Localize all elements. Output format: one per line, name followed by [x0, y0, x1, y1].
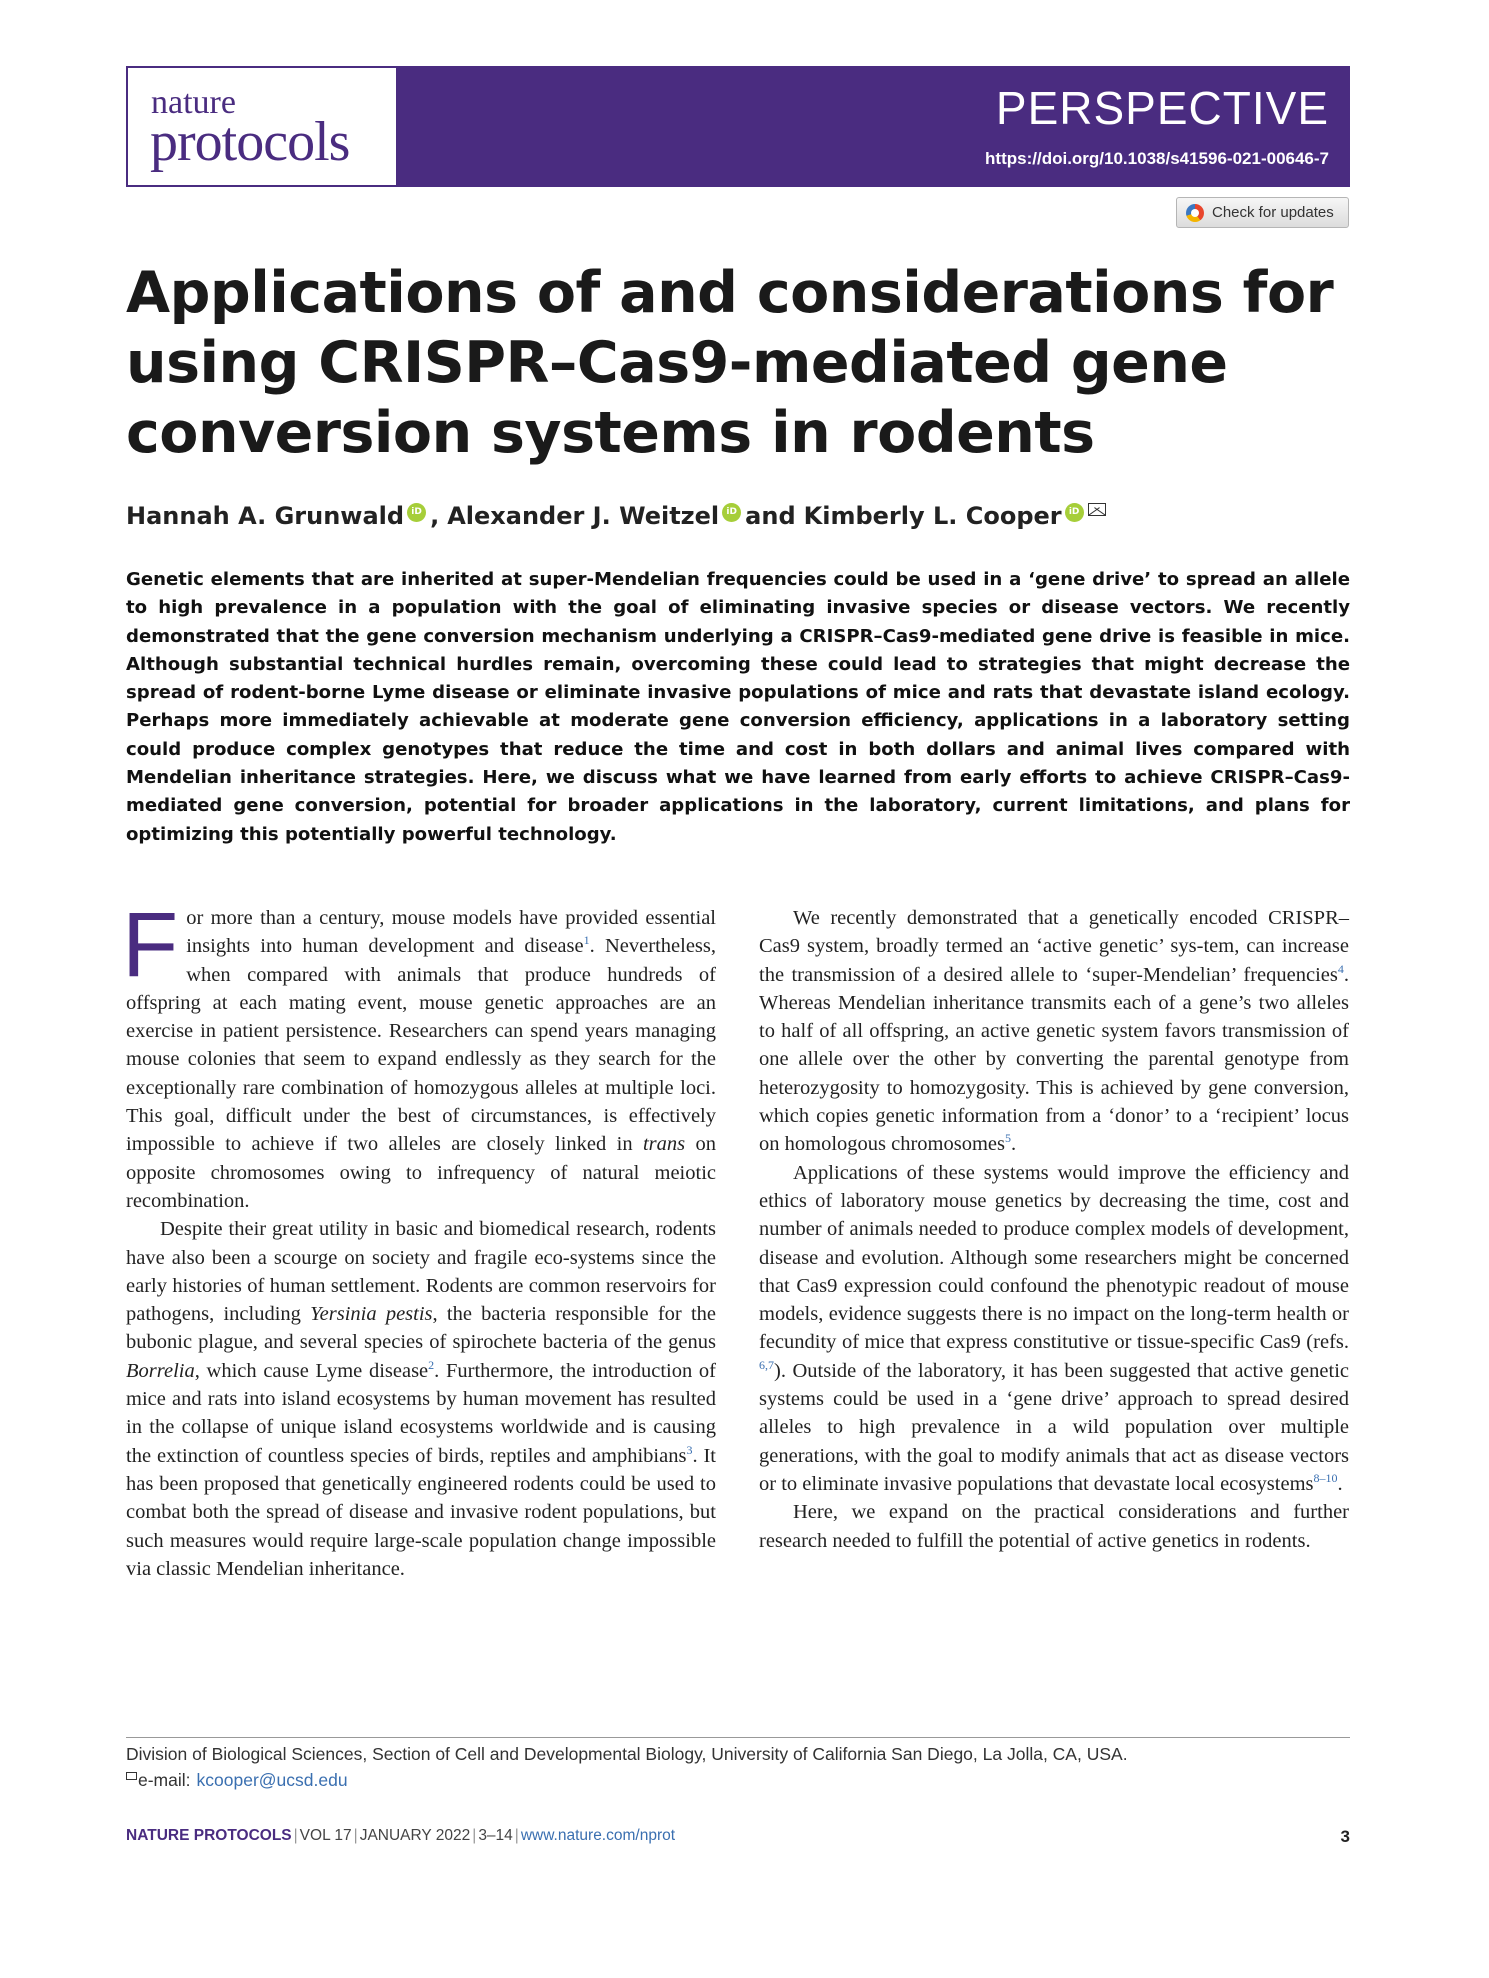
- text-run: , the bacteria responsible for the bubonic plague, and several species of spirochete bacteria of the genus: [126, 1303, 716, 1354]
- author-list: [126, 502, 1106, 530]
- footer-pages: 3–14: [478, 1827, 513, 1844]
- article-type-label: PERSPECTIVE: [995, 82, 1329, 134]
- italic-term: Yersinia pestis: [310, 1303, 433, 1326]
- logo-nature-text: nature: [151, 84, 236, 121]
- footnote-divider: [126, 1737, 1350, 1738]
- body-column-right: [759, 904, 1349, 1555]
- journal-logo[interactable]: [127, 67, 397, 186]
- citation-ref[interactable]: 1: [583, 933, 590, 948]
- text-run: Despite their great utility in basic and biomedical research, rodents have also been a scourge on society and fragile eco-systems since the early histories of human settlement. Rodents are common reservoirs for pathogens, including: [126, 1218, 716, 1326]
- email-label: e-mail:: [138, 1770, 191, 1790]
- footer-divider: |: [293, 1827, 298, 1844]
- author-name[interactable]: Kimberly L. Cooper: [803, 502, 1062, 530]
- check-for-updates-button[interactable]: [1176, 197, 1349, 228]
- body-paragraph: Here, we expand on the practical considerations and further research needed to fulfill the potential of active genetics in rodents.: [759, 1501, 1349, 1552]
- author-name[interactable]: Alexander J. Weitzel: [447, 502, 720, 530]
- text-run: . Nevertheless, when compared with animals that produce hundreds of offspring at each mating event, mouse genetic approaches are an exercise in patient persistence. Researchers can spend years managing mouse colonies that seem to expand endlessly as they search for the exceptionally rare combination of homozygous alleles at multiple loci. This goal, difficult under the best of circumstances, is effectively impossible to achieve if two alleles are closely linked in: [126, 935, 716, 1156]
- page-number: 3: [1340, 1827, 1350, 1846]
- italic-term: Borrelia: [126, 1359, 195, 1382]
- italic-term: trans: [642, 1133, 686, 1156]
- text-run: We recently demonstrated that a genetically encoded CRISPR–Cas9 system, broadly termed an ‘active genetic’ sys-tem, can increase the transmission of a desired allele to ‘super-Mendelian’ frequencies: [759, 907, 1349, 986]
- author-name[interactable]: Hannah A. Grunwald: [126, 502, 405, 530]
- drop-cap: F: [122, 894, 179, 996]
- footer-date: JANUARY 2022: [359, 1827, 471, 1844]
- citation-ref[interactable]: 8–10: [1313, 1471, 1338, 1486]
- mail-icon: [126, 1772, 137, 1780]
- body-paragraph: [759, 1159, 1349, 1499]
- text-run: .: [1011, 1133, 1017, 1156]
- footer-divider: |: [514, 1827, 519, 1844]
- body-paragraph: [126, 1215, 716, 1583]
- text-run: ). Outside of the laboratory, it has been suggested that active genetic systems could be used in a ‘gene drive’ approach to spread desired alleles to high prevalence in a wild population over multiple generations, with the goal to modify animals that act as disease vectors or to eliminate invasive populations that devastate local ecosystems: [759, 1359, 1349, 1495]
- citation-ref[interactable]: 3: [686, 1442, 693, 1457]
- correspondence-email: [126, 1770, 348, 1791]
- corresponding-author-mail-icon[interactable]: [1088, 503, 1106, 516]
- text-run: . Furthermore, the introduction of mice and rats into island ecosystems by human movement has resulted in the collapse of unique island ecosystems worldwide and is causing the extinction of countless species of birds, reptiles and amphibians: [126, 1359, 716, 1467]
- check-for-updates-label: Check for updates: [1212, 204, 1334, 221]
- footer-site-link[interactable]: www.nature.com/nprot: [520, 1827, 676, 1844]
- body-paragraph: [122, 894, 716, 1215]
- text-run: . Whereas Mendelian inheritance transmits each of a gene’s two alleles to half of all offspring, an active genetic system favors transmission of one allele over the other by converting the parental genotype from heterozygosity to homozygosity. This is achieved by gene conversion, which copies genetic information from a ‘donor’ to a ‘recipient’ locus on homologous chromosomes: [759, 963, 1349, 1156]
- abstract: Genetic elements that are inherited at super-Mendelian frequencies could be used in a ‘gene drive’ to spread an allele to high prevalence in a population with the goal of eliminating invasive species or disease vectors. We recently demonstrated that the gene conversion mechanism underlying a CRISPR–Cas9-mediated gene drive is feasible in mice. Although substantial technical hurdles remain, overcoming these could lead to strategies that might decrease the spread of rodent-borne Lyme disease or eliminate invasive populations of mice and rats that devastate island ecology. Perhaps more immediately achievable at moderate gene conversion efficiency, applications in a laboratory setting could produce complex genotypes that reduce the time and cost in both dollars and animal lives compared with Mendelian inheritance strategies. Here, we discuss what we have learned from early efforts to achieve CRISPR–Cas9-mediated gene conversion, potential for broader applications in the laboratory, current limitations, and plans for optimizing this potentially powerful technology.: [126, 569, 1350, 845]
- journal-header: [126, 66, 1350, 187]
- footer-volume: VOL 17: [299, 1827, 352, 1844]
- footer-journal: NATURE PROTOCOLS: [126, 1827, 292, 1844]
- author-separator: and: [745, 502, 796, 530]
- citation-ref[interactable]: 5: [1005, 1131, 1011, 1146]
- footer-divider: |: [353, 1827, 358, 1844]
- crossmark-icon: [1186, 204, 1204, 222]
- orcid-icon[interactable]: iD: [407, 503, 426, 522]
- text-run: .: [1337, 1472, 1343, 1495]
- page-footer: [126, 1827, 1350, 1845]
- text-run: Applications of these systems would improve the efficiency and ethics of laboratory mouse genetics by decreasing the time, cost and number of animals needed to produce complex models of development, disease and evolution. Although some researchers might be concerned that Cas9 expression could confound the phenotypic readout of mouse models, evidence suggests there is no impact on the long-term health or fecundity of mice that express constitutive or tissue-specific Cas9 (refs.: [759, 1161, 1349, 1354]
- doi-link[interactable]: https://doi.org/10.1038/s41596-021-00646-7: [985, 149, 1329, 168]
- text-run: or more than a century, mouse models have provided essential insights into human development and disease: [186, 907, 716, 958]
- affiliation: Division of Biological Sciences, Section of Cell and Developmental Biology, University of California San Diego, La Jolla, CA, USA.: [126, 1744, 1128, 1764]
- orcid-icon[interactable]: iD: [1065, 503, 1084, 522]
- logo-protocols-text: protocols: [150, 111, 350, 173]
- footer-divider: |: [472, 1827, 477, 1844]
- text-run: on opposite chromosomes owing to infrequency of natural meiotic recombination.: [126, 1133, 716, 1212]
- body-paragraph: [759, 904, 1349, 1159]
- orcid-icon[interactable]: iD: [722, 503, 741, 522]
- text-run: , which cause Lyme disease: [194, 1359, 429, 1382]
- citation-ref[interactable]: 6,7: [759, 1357, 774, 1372]
- citation-ref[interactable]: 4: [1337, 961, 1344, 976]
- citation-ref[interactable]: 2: [428, 1357, 435, 1372]
- email-link[interactable]: kcooper@ucsd.edu: [196, 1770, 348, 1790]
- body-column-left: [122, 894, 716, 1583]
- text-run: . It has been proposed that genetically engineered rodents could be used to combat both the spread of disease and invasive rodent populations, but such measures would require large-scale population change impossible via classic Mendelian inheritance.: [126, 1444, 716, 1580]
- author-separator: ,: [430, 502, 440, 530]
- article-title: Applications of and considerations for using CRISPR–Cas9-mediated gene conversion systems in rodents: [126, 260, 1334, 466]
